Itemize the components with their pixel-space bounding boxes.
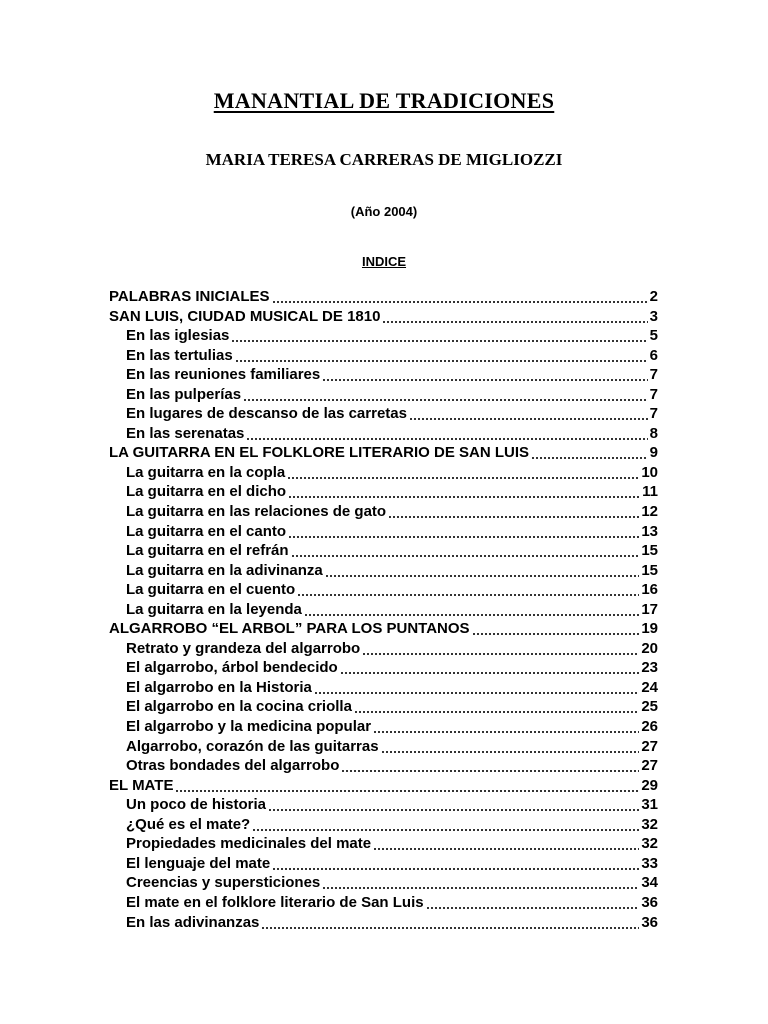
toc-entry-label: La guitarra en el cuento [126, 581, 296, 599]
toc-page-number: 5 [649, 327, 658, 345]
toc-page-number: 25 [641, 698, 658, 716]
dot-leader [322, 365, 647, 382]
toc-entry-label: El mate en el folklore literario de San Luis [126, 893, 424, 911]
toc-page-number: 7 [649, 405, 658, 423]
dot-leader [373, 834, 639, 851]
toc-section-entry [109, 776, 658, 796]
table-of-contents [109, 287, 658, 932]
toc-page-number: 19 [641, 620, 658, 638]
toc-entry-label: SAN LUIS, CIUDAD MUSICAL DE 1810 [109, 307, 381, 325]
toc-subentry [109, 795, 658, 815]
toc-entry-label: La guitarra en las relaciones de gato [126, 503, 387, 521]
dot-leader [531, 443, 648, 460]
toc-entry-label: PALABRAS INICIALES [109, 288, 270, 305]
dot-leader [175, 776, 639, 793]
index-heading [0, 253, 768, 271]
toc-page-number: 7 [649, 385, 658, 403]
toc-subentry [109, 541, 658, 561]
toc-page-number: 2 [649, 288, 658, 305]
dot-leader [341, 756, 639, 773]
toc-subentry [109, 639, 658, 659]
toc-entry-label: En las tertulias [126, 346, 233, 364]
toc-subentry [109, 365, 658, 385]
dot-leader [381, 737, 640, 754]
toc-entry-label: El algarrobo, árbol bendecido [126, 659, 338, 677]
dot-leader [304, 600, 639, 617]
toc-entry-label: La guitarra en el dicho [126, 483, 287, 501]
toc-section-entry [109, 443, 658, 463]
toc-page-number: 7 [649, 366, 658, 384]
toc-page-number: 26 [641, 718, 658, 736]
dot-leader [261, 913, 639, 930]
toc-entry-label: La guitarra en la copla [126, 463, 286, 481]
toc-page-number: 6 [649, 346, 658, 364]
toc-entry-label: En las serenatas [126, 424, 245, 442]
dot-leader [382, 307, 647, 324]
toc-entry-label: El algarrobo en la Historia [126, 678, 312, 696]
toc-entry-label: Otras bondades del algarrobo [126, 757, 340, 775]
toc-subentry [109, 424, 658, 444]
dot-leader [246, 424, 647, 441]
toc-entry-label: El lenguaje del mate [126, 854, 271, 872]
toc-page-number: 33 [641, 854, 658, 872]
toc-subentry [109, 873, 658, 893]
toc-page-number: 17 [641, 600, 658, 618]
toc-subentry [109, 522, 658, 542]
toc-entry-label: Retrato y grandeza del algarrobo [126, 639, 361, 657]
toc-page-number: 36 [641, 913, 658, 931]
toc-page-number: 13 [641, 522, 658, 540]
toc-subentry [109, 815, 658, 835]
toc-entry-label: La guitarra en la leyenda [126, 600, 302, 618]
document-title [0, 88, 768, 114]
toc-entry-label: En las reuniones familiares [126, 366, 321, 384]
dot-leader [231, 326, 647, 343]
toc-page-number: 32 [641, 815, 658, 833]
toc-subentry [109, 326, 658, 346]
dot-leader [268, 795, 639, 812]
toc-entry-label: ¿Qué es el mate? [126, 815, 251, 833]
dot-leader [340, 658, 640, 675]
dot-leader [354, 697, 639, 714]
dot-leader [272, 287, 648, 304]
dot-leader [322, 873, 639, 890]
toc-subentry [109, 463, 658, 483]
dot-leader [409, 404, 648, 421]
toc-subentry [109, 717, 658, 737]
toc-entry-label: Algarrobo, corazón de las guitarras [126, 737, 379, 755]
dot-leader [297, 580, 639, 597]
toc-subentry [109, 600, 658, 620]
dot-leader [325, 561, 640, 578]
dot-leader [472, 619, 640, 636]
toc-page-number: 15 [641, 542, 658, 560]
toc-subentry [109, 834, 658, 854]
title-text: MANANTIAL DE TRADICIONES [213, 88, 555, 113]
toc-page-number: 32 [641, 835, 658, 853]
toc-entry-label: EL MATE [109, 776, 174, 794]
toc-page-number: 34 [641, 874, 658, 892]
dot-leader [314, 678, 639, 695]
toc-subentry [109, 697, 658, 717]
toc-section-entry [109, 619, 658, 639]
toc-entry-label: Propiedades medicinales del mate [126, 835, 372, 853]
toc-entry-label: La guitarra en la adivinanza [126, 561, 323, 579]
toc-section-entry [109, 287, 658, 307]
toc-page-number: 29 [641, 776, 658, 794]
dot-leader [291, 541, 640, 558]
toc-entry-label: En las pulperías [126, 385, 242, 403]
toc-page-number: 3 [649, 307, 658, 325]
toc-subentry [109, 482, 658, 502]
toc-page-number: 27 [641, 757, 658, 775]
toc-entry-label: El algarrobo en la cocina criolla [126, 698, 352, 716]
toc-subentry [109, 756, 658, 776]
toc-subentry [109, 893, 658, 913]
toc-section-entry [109, 307, 658, 327]
toc-page-number: 11 [642, 483, 658, 501]
toc-subentry [109, 385, 658, 405]
toc-subentry [109, 913, 658, 933]
publication-year: (Año 2004) [350, 204, 418, 219]
toc-page-number: 20 [641, 639, 658, 657]
toc-entry-label: La guitarra en el canto [126, 522, 287, 540]
toc-entry-label: LA GUITARRA EN EL FOLKLORE LITERARIO DE SAN LUIS [109, 444, 529, 462]
dot-leader [362, 639, 639, 656]
toc-subentry [109, 404, 658, 424]
toc-page-number: 12 [641, 503, 658, 521]
dot-leader [243, 385, 648, 402]
dot-leader [373, 717, 639, 734]
toc-entry-label: El algarrobo y la medicina popular [126, 718, 372, 736]
toc-entry-label: En las iglesias [126, 327, 230, 345]
toc-entry-label: En las adivinanzas [126, 913, 260, 931]
toc-page-number: 27 [641, 737, 658, 755]
dot-leader [287, 463, 639, 480]
toc-subentry [109, 678, 658, 698]
author-name: MARIA TERESA CARRERAS DE MIGLIOZZI [205, 150, 563, 169]
toc-entry-label: ALGARROBO “EL ARBOL” PARA LOS PUNTANOS [109, 620, 470, 638]
toc-page-number: 9 [649, 444, 658, 462]
index-heading-text: INDICE [361, 254, 407, 269]
dot-leader [288, 482, 640, 499]
dot-leader [388, 502, 639, 519]
dot-leader [272, 854, 639, 871]
toc-entry-label: Creencias y supersticiones [126, 874, 321, 892]
toc-entry-label: En lugares de descanso de las carretas [126, 405, 407, 423]
toc-subentry [109, 580, 658, 600]
toc-page-number: 31 [641, 796, 658, 814]
toc-page-number: 24 [641, 678, 658, 696]
dot-leader [235, 346, 648, 363]
toc-subentry [109, 502, 658, 522]
dot-leader [288, 522, 639, 539]
toc-subentry [109, 658, 658, 678]
toc-page-number: 36 [641, 893, 658, 911]
dot-leader [426, 893, 640, 910]
toc-subentry [109, 737, 658, 757]
toc-page-number: 10 [641, 463, 658, 481]
toc-entry-label: Un poco de historia [126, 796, 267, 814]
toc-entry-label: La guitarra en el refrán [126, 542, 289, 560]
toc-subentry [109, 561, 658, 581]
toc-page-number: 8 [649, 424, 658, 442]
dot-leader [252, 815, 639, 832]
toc-page-number: 16 [641, 581, 658, 599]
toc-subentry [109, 854, 658, 874]
toc-page-number: 15 [641, 561, 658, 579]
toc-page-number: 23 [641, 659, 658, 677]
toc-subentry [109, 346, 658, 366]
